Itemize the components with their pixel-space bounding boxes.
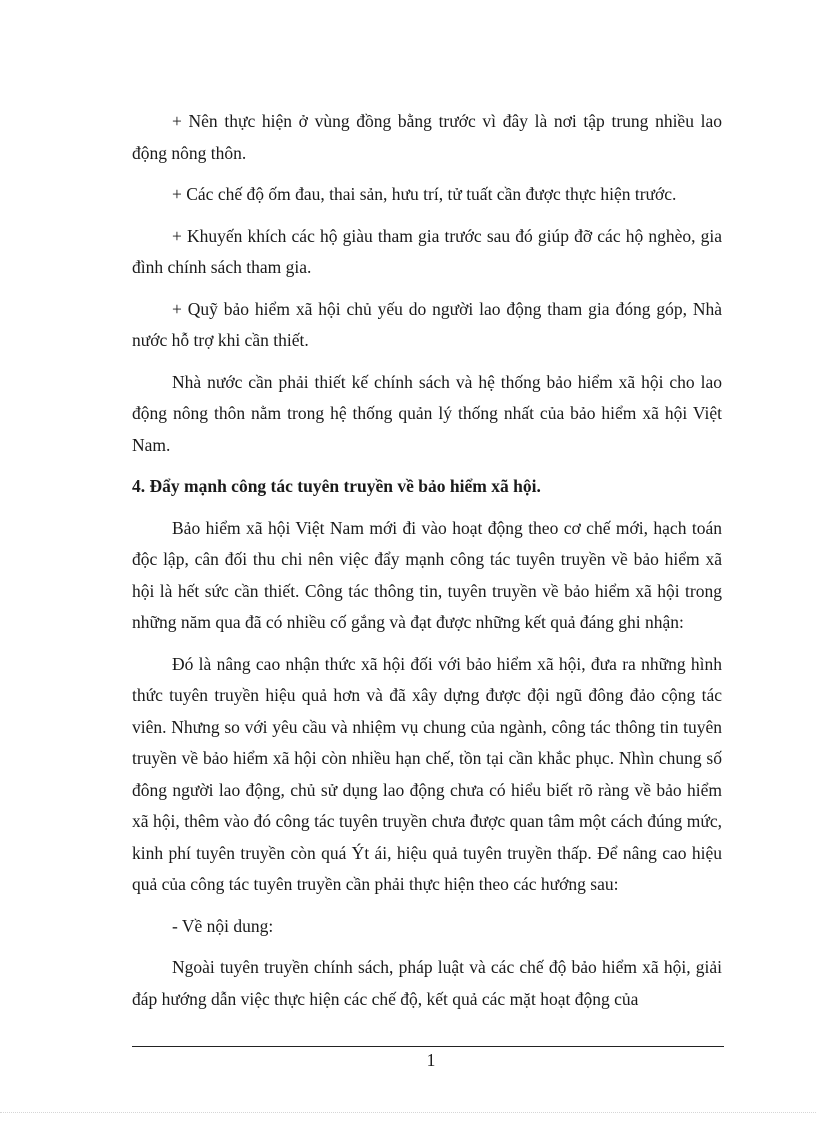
paragraph-bullet-plains: + Nên thực hiện ở vùng đồng bằng trước vì đây là nơi tập trung nhiều lao động nông thôn. [132, 111, 722, 163]
paragraph-continuation: Ngoài tuyên truyền chính sách, pháp luật và các chế độ bảo hiểm xã hội, giải đáp hướng dẫn việc thực hiện các chế độ, kết quả các mặt hoạt động của [132, 957, 722, 1009]
paragraph-state-design: Nhà nước cần phải thiết kế chính sách và hệ thống bảo hiểm xã hội cho lao động nông thôn nằm trong hệ thống quản lý thống nhất của bảo hiểm xã hội Việt Nam. [132, 371, 722, 455]
section-heading: 4. Đẩy mạnh công tác tuyên truyền về bảo hiểm xã hội. [132, 476, 541, 496]
paragraph-bullet-regimes: + Các chế độ ốm đau, thai sản, hưu trí, tử tuất cần được thực hiện trước. [172, 184, 677, 204]
paragraph-bullet-households: + Khuyến khích các hộ giàu tham gia trước sau đó giúp đỡ các hộ nghèo, gia đình chính sách tham gia. [132, 225, 722, 277]
footer-divider [132, 1046, 724, 1047]
paragraph-awareness: Đó là nâng cao nhận thức xã hội đối với bảo hiểm xã hội, đưa ra những hình thức tuyên truyền hiệu quả hơn và đã xây dựng được đội ngũ đông đảo cộng tác viên. Nhưng so với yêu cầu và nhiệm vụ chung của ngành, công tác thông tin tuyên truyền về bảo hiểm xã hội còn nhiều hạn chế, tồn tại cần khắc phục. Nhìn chung số đông người lao động, chủ sử dụng lao động chưa có hiểu biết rõ ràng về bảo hiểm xã hội, thêm vào đó công tác tuyên truyền chưa được quan tâm một cách đúng mức, kinh phí tuyên truyền còn quá Ýt ái, hiệu quả tuyên truyền thấp. Để nâng cao hiệu quả của công tác tuyên truyền cần phải thực hiện theo các hướng sau: [132, 653, 722, 894]
paragraph-intro: Bảo hiểm xã hội Việt Nam mới đi vào hoạt động theo cơ chế mới, hạch toán độc lập, cân đối thu chi nên việc đẩy mạnh công tác tuyên truyền về bảo hiểm xã hội là hết sức cần thiết. Công tác thông tin, tuyên truyền về bảo hiểm xã hội trong những năm qua đã có nhiều cố gắng và đạt được những kết quả đáng ghi nhận: [132, 517, 722, 632]
page-content [132, 106, 722, 1025]
paragraph-content-label: - Về nội dung: [172, 915, 274, 936]
page-edge-dotted-line [0, 1112, 816, 1113]
page-number: 1 [426, 1050, 436, 1070]
paragraph-bullet-fund: + Quỹ bảo hiểm xã hội chủ yếu do người lao động tham gia đóng góp, Nhà nước hỗ trợ khi cần thiết. [132, 298, 722, 350]
